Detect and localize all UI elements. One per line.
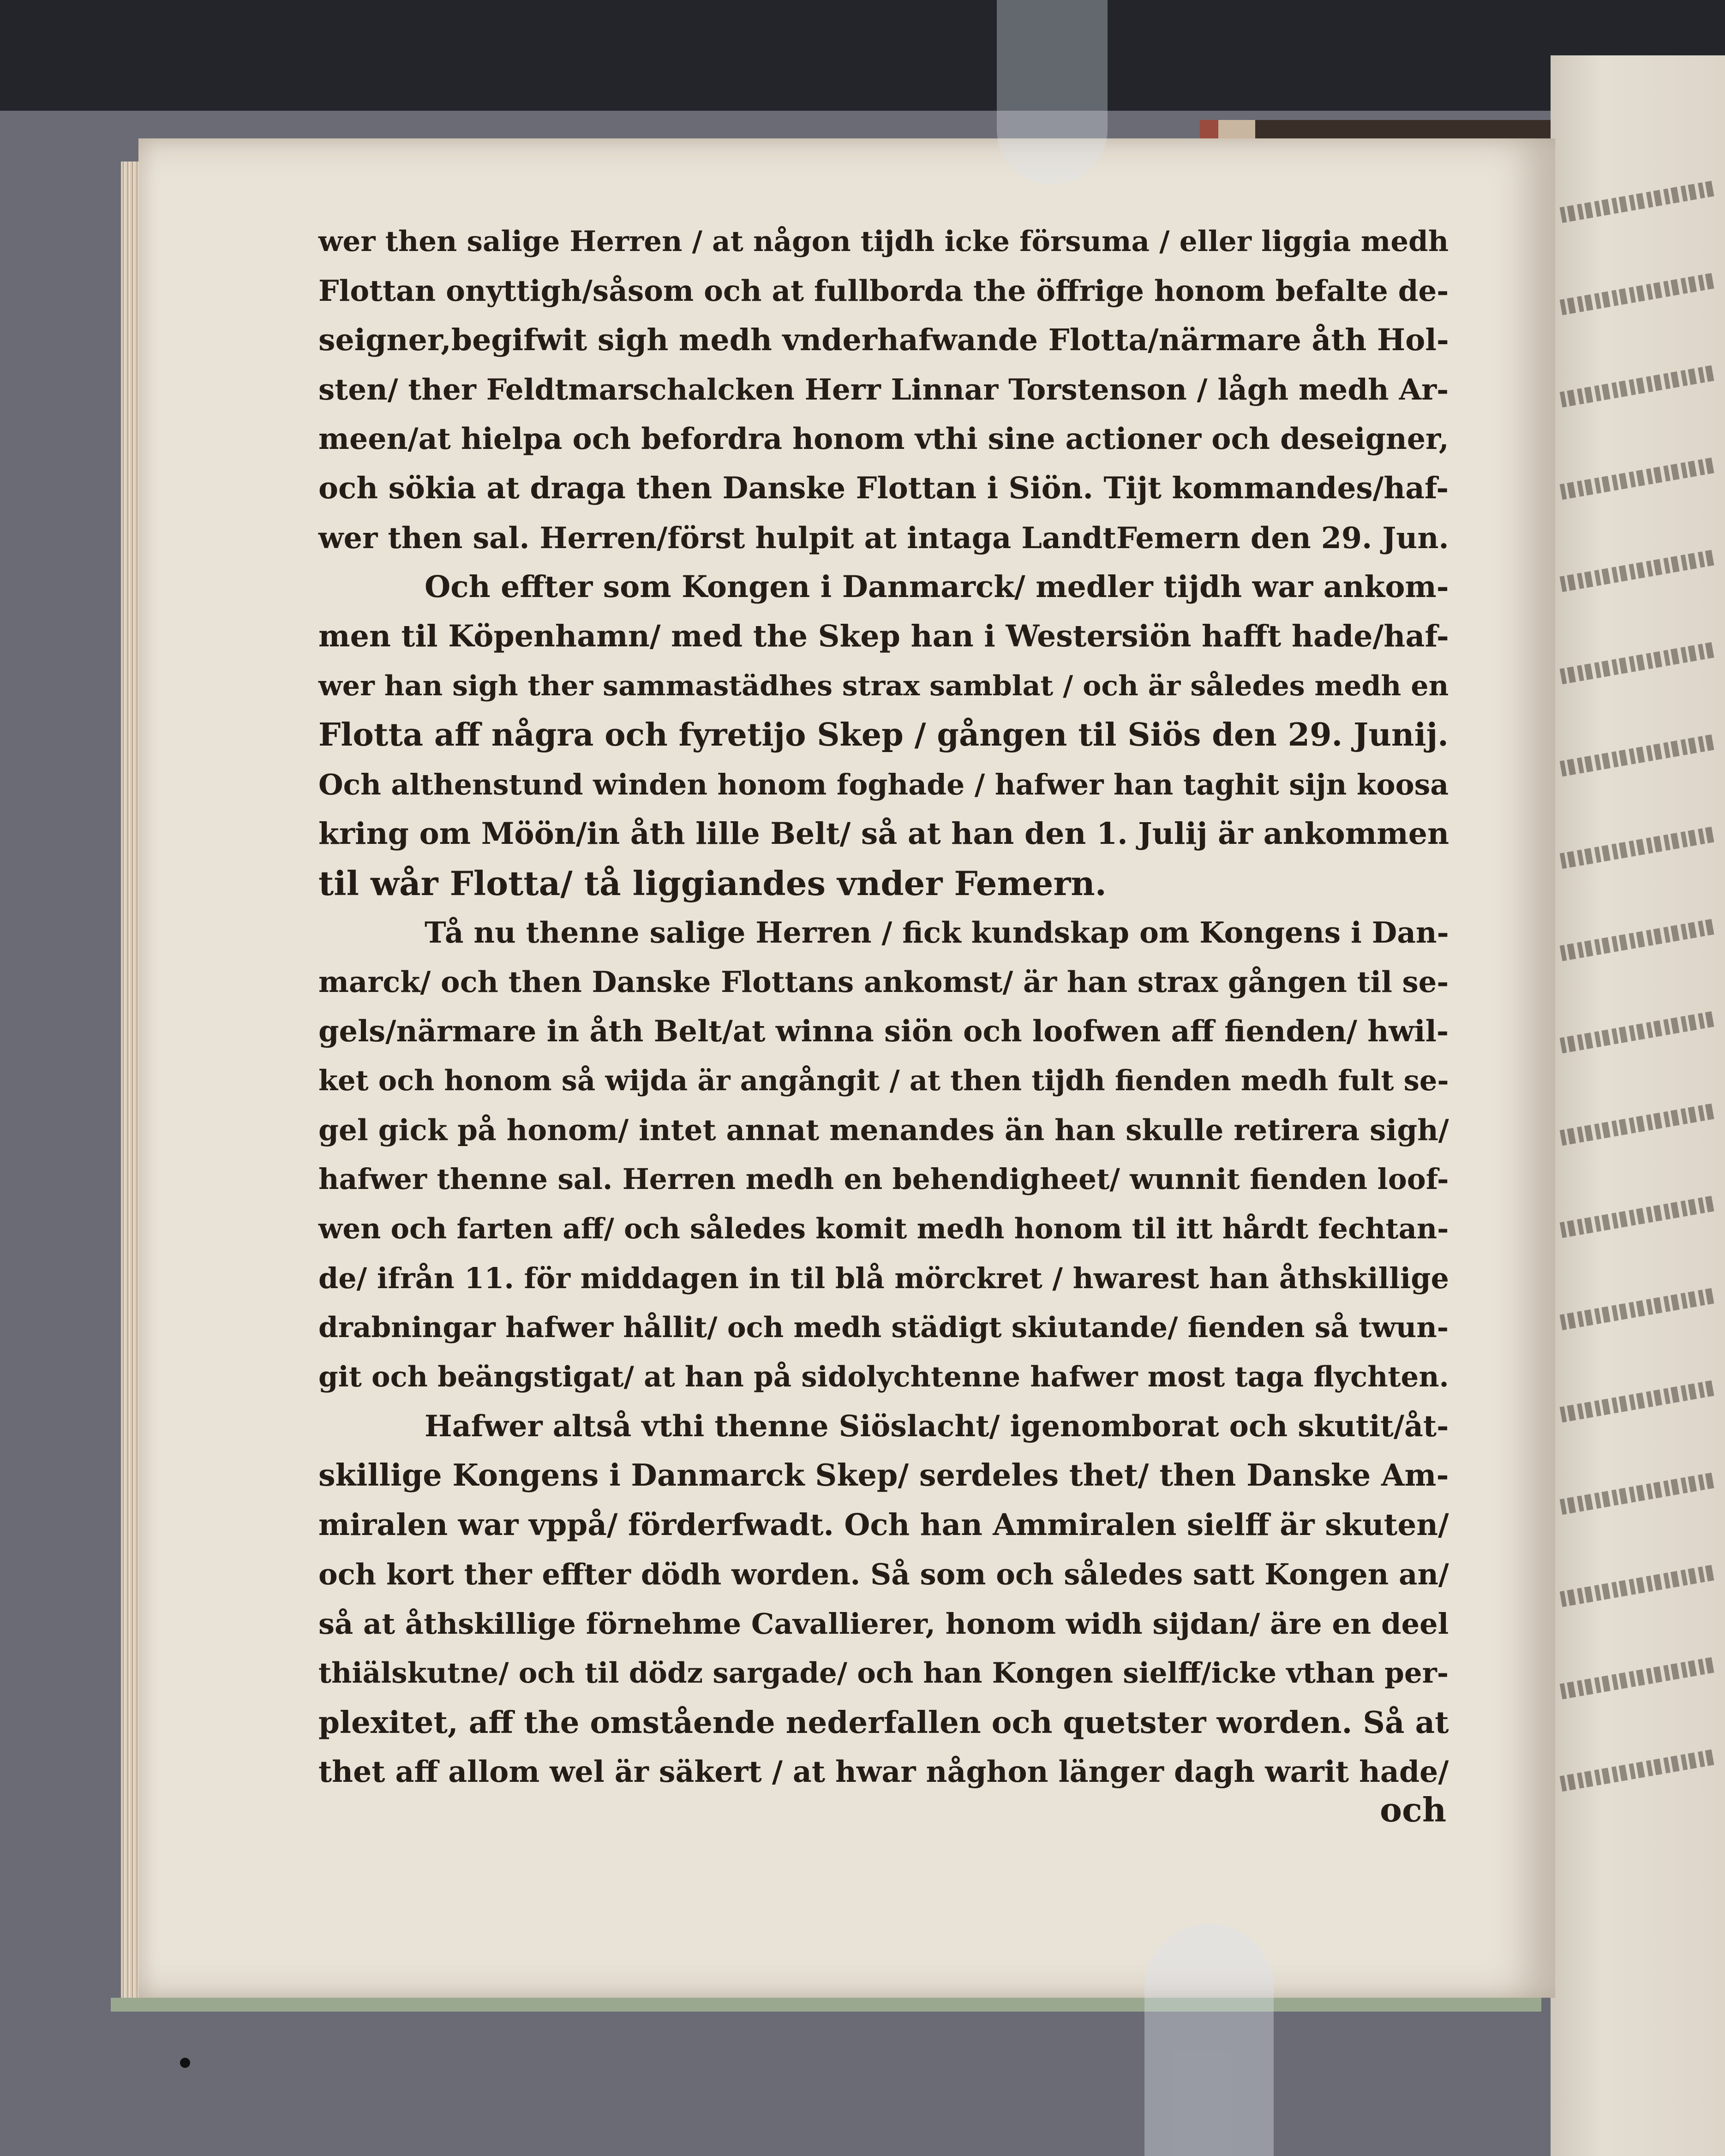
text-line: skillige Kongens i Danmarck Skep/ serdeles thet/ then Danske Am- xyxy=(318,1458,1449,1493)
text-line: thiälskutne/ och til dödz sargade/ och han Kongen sielff/icke vthan per- xyxy=(318,1657,1449,1690)
text-line: kring om Möön/in åth lille Belt/ så at han den 1. Julij är ankommen xyxy=(318,816,1449,851)
text-line: drabningar hafwer hållit/ och medh städigt skiutande/ fienden så twun- xyxy=(318,1311,1449,1344)
page-text xyxy=(318,217,1449,1797)
text-line: hafwer thenne sal. Herren medh en behendigheet/ wunnit fienden loof- xyxy=(318,1163,1449,1196)
text-line: git och beängstigat/ at han på sidolychtenne hafwer most taga flychten. xyxy=(318,1361,1449,1393)
text-line: marck/ och then Danske Flottans ankomst/ är han strax gången til se- xyxy=(318,965,1449,999)
text-line: wer then sal. Herren/först hulpit at intaga LandtFemern den 29. Jun. xyxy=(318,520,1449,555)
text-line: Och althenstund winden honom foghade / hafwer han taghit sijn koosa xyxy=(318,768,1449,801)
text-line: thet aff allom wel är säkert / at hwar någhon länger dagh warit hade/ xyxy=(318,1755,1449,1789)
text-line: miralen war vppå/ förderfwadt. Och han Ammiralen sielff är skuten/ xyxy=(318,1508,1449,1542)
catchword: och xyxy=(1380,1790,1447,1829)
text-line: plexitet, aff the omstående nederfallen och quetster worden. Så at xyxy=(318,1704,1449,1740)
text-line: Och effter som Kongen i Danmarck/ medler tijdh war ankom- xyxy=(425,569,1449,604)
text-line: Flottan onyttigh/såsom och at fullborda the öffrige honom befalte de- xyxy=(318,274,1449,308)
text-line: meen/at hielpa och befordra honom vthi sine actioner och deseigner, xyxy=(318,422,1449,456)
text-line: så at åthskillige förnehme Cavallierer, honom widh sijdan/ äre en deel xyxy=(318,1607,1449,1641)
scanner-background-top xyxy=(0,0,1725,111)
text-line: Hafwer altså vthi thenne Siöslacht/ igenomborat och skutit/åt- xyxy=(425,1409,1449,1443)
text-line: wen och farten aff/ och således komit medh honom til itt hårdt fechtan- xyxy=(318,1212,1449,1245)
text-line: men til Köpenhamn/ med the Skep han i Westersiön hafft hade/haf- xyxy=(318,619,1449,654)
facing-page-right xyxy=(1551,55,1725,2156)
text-line: gel gick på honom/ intet annat menandes än han skulle retirera sigh/ xyxy=(318,1113,1449,1147)
text-line: ket och honom så wijda är angångit / at then tijdh fienden medh fult se- xyxy=(318,1064,1449,1097)
text-line: de/ ifrån 11. för middagen in til blå mörckret / hwarest han åthskillige xyxy=(318,1261,1449,1295)
text-line: sten/ ther Feldtmarschalcken Herr Linnar Torstenson / lågh medh Ar- xyxy=(318,372,1449,406)
text-line: Flotta aff några och fyretijo Skep / gången til Siös den 29. Junij. xyxy=(318,717,1449,753)
text-line: och sökia at draga then Danske Flottan i Siön. Tijt kommandes/haf- xyxy=(318,471,1449,506)
text-line: gels/närmare in åth Belt/at winna siön och loofwen aff fienden/ hwil- xyxy=(318,1014,1449,1049)
page-clip-top xyxy=(997,0,1108,185)
text-line: wer han sigh ther sammastädhes strax samblat / och är således medh en xyxy=(318,669,1449,702)
scan-marker-dot xyxy=(180,2058,190,2068)
page-clip-bottom xyxy=(1144,1924,1274,2156)
text-line: Tå nu thenne salige Herren / fick kundskap om Kongens i Dan- xyxy=(425,915,1449,950)
page-bottom-edge xyxy=(111,1998,1541,2012)
text-line: och kort ther effter dödh worden. Så som och således satt Kongen an/ xyxy=(318,1557,1449,1591)
text-line: wer then salige Herren / at någon tijdh icke försuma / eller liggia medh xyxy=(318,225,1449,258)
text-line: seigner,begifwit sigh medh vnderhafwande Flotta/närmare åth Hol- xyxy=(318,323,1449,358)
text-line: til wår Flotta/ tå liggiandes vnder Femern. xyxy=(318,864,1107,903)
